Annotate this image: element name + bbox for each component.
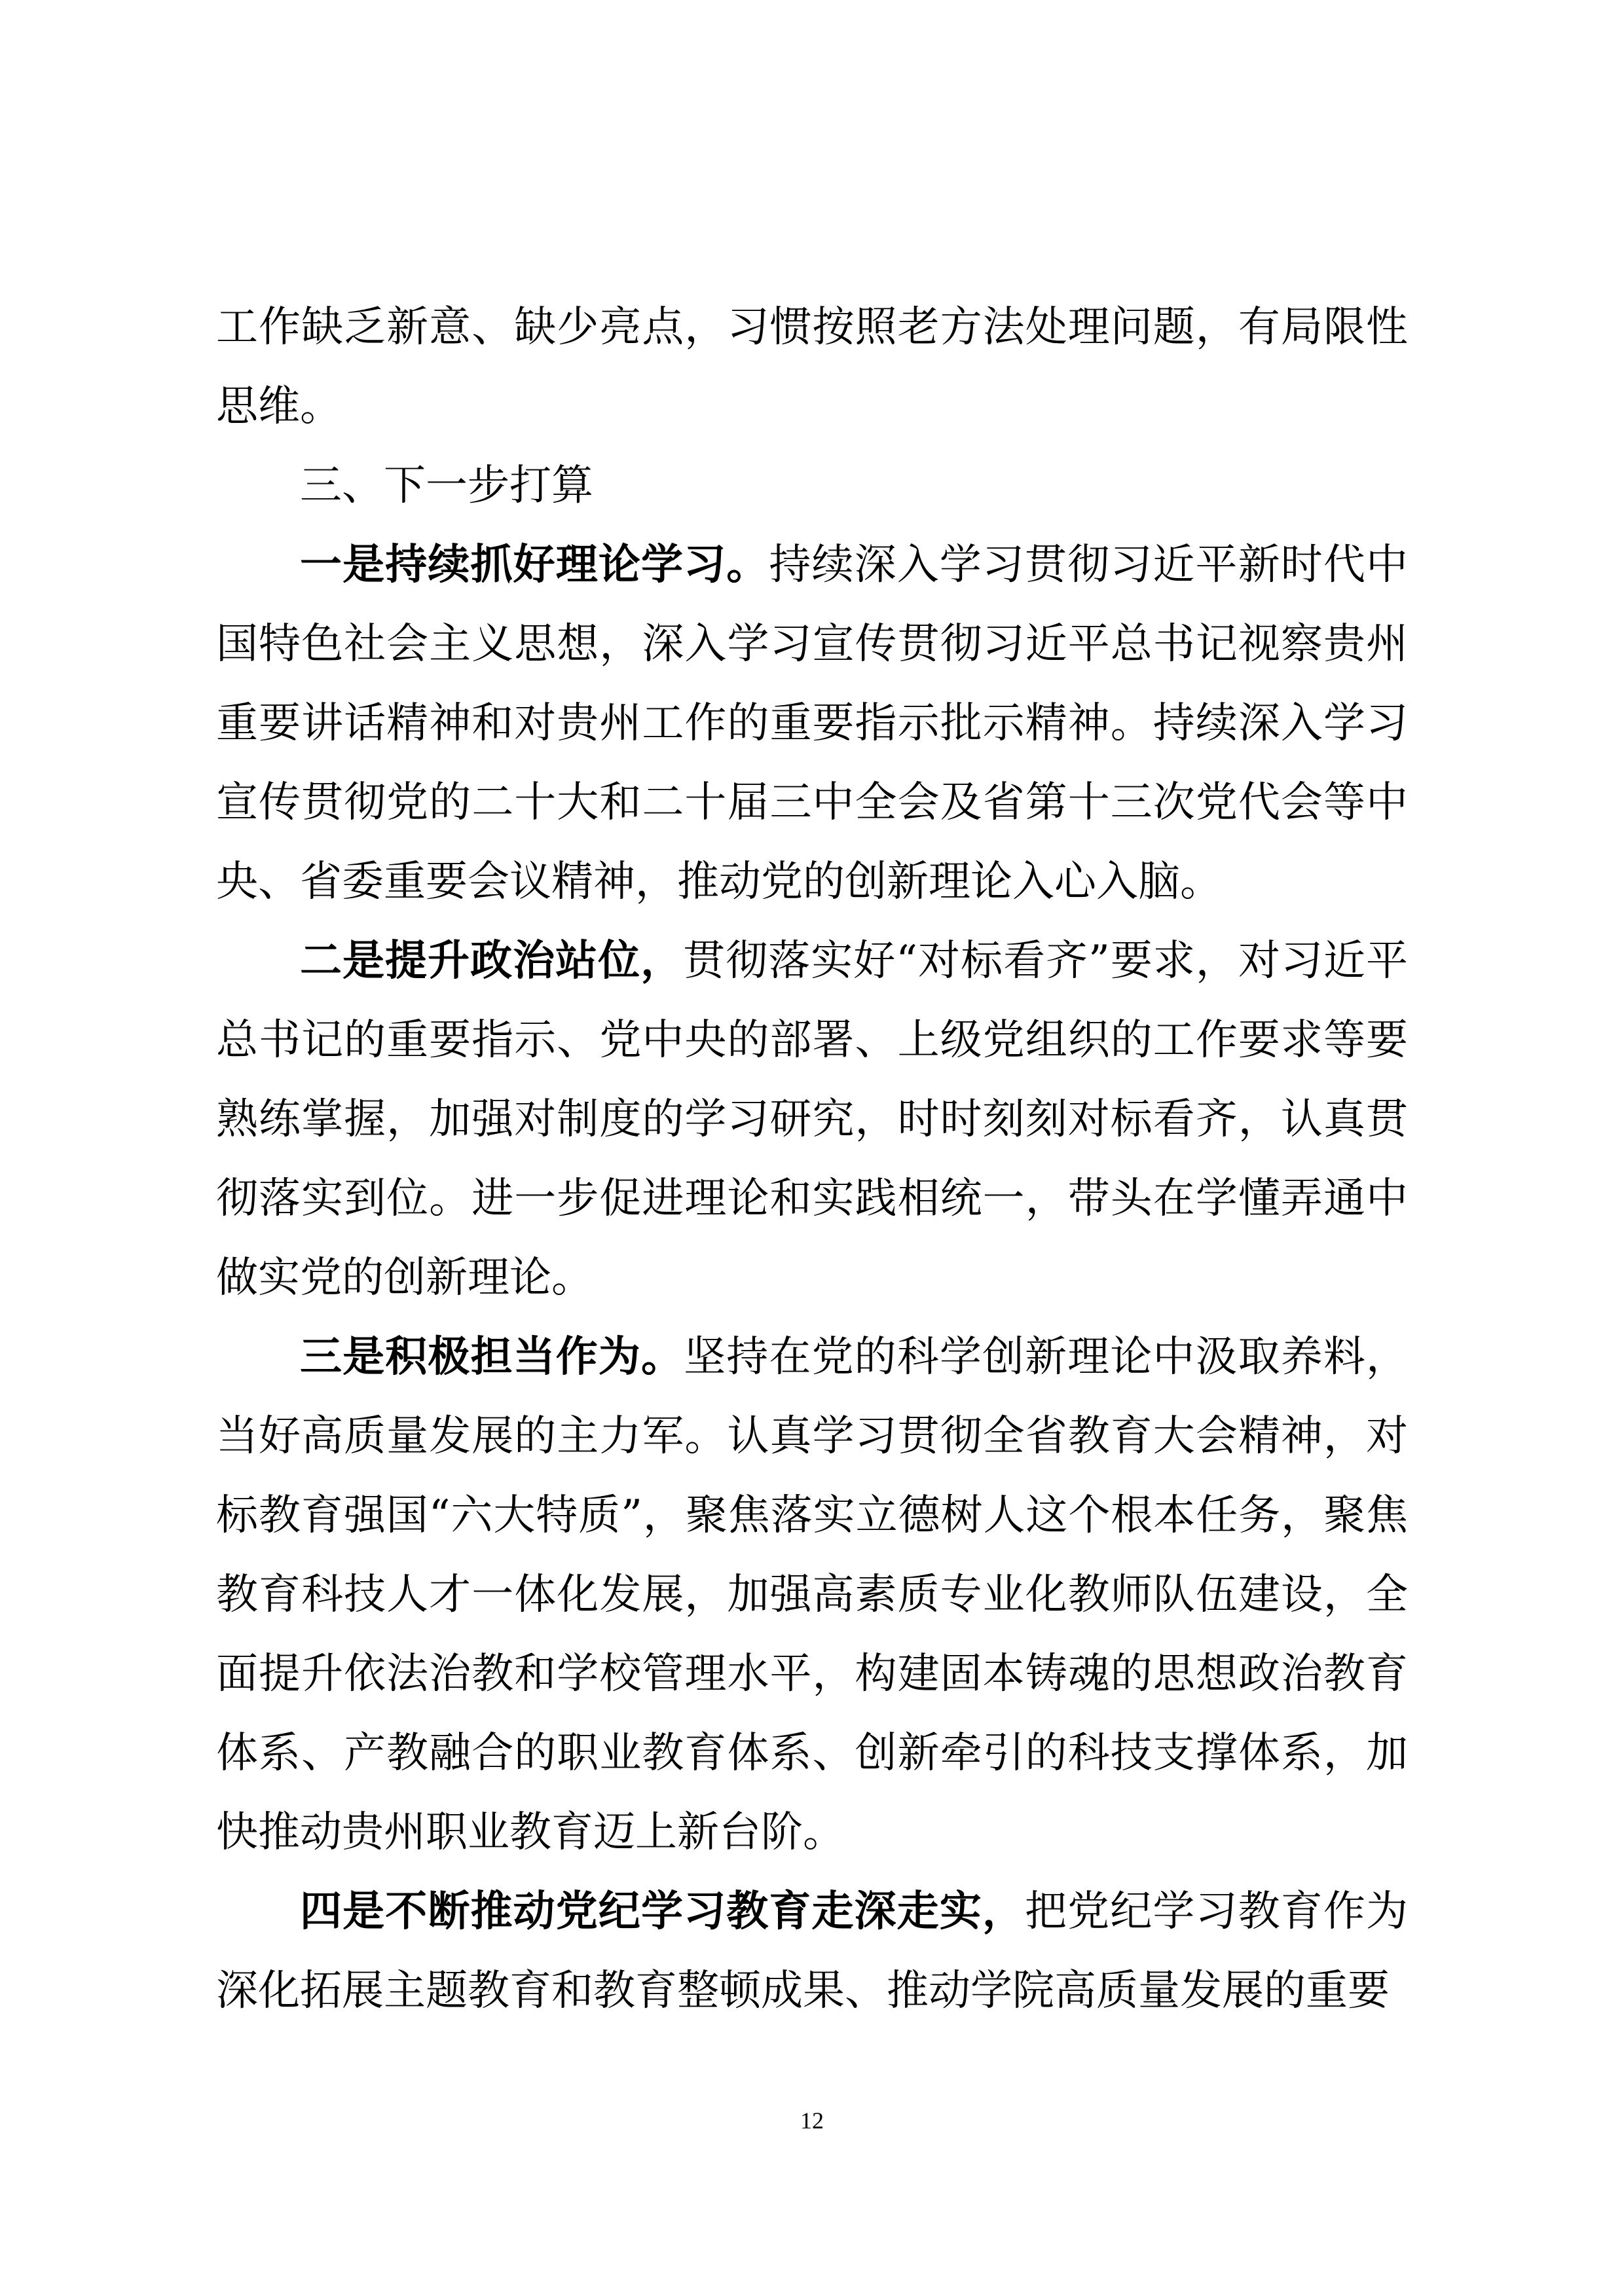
paragraph-2-body: 贯彻落实好“对标看齐”要求，对习近平总书记的重要指示、党中央的部署、上级党组织的工作要求等要熟练掌握，加强对制度的学习研究，时时刻刻对标看齐，认真贯彻落实到位。进一步促进理论和实践相统一，带头在学懂弄通中做实党的创新理论。 — [216, 937, 1409, 1302]
paragraph-1-body: 持续深入学习贯彻习近平新时代中国特色社会主义思想，深入学习宣传贯彻习近平总书记视察贵州重要讲话精神和对贵州工作的重要指示批示精神。持续深入学习宣传贯彻党的二十大和二十届三中全会及省第十三次党代会等中央、省委重要会议精神，推动党的创新理论入心入脑。 — [216, 541, 1409, 906]
paragraph-2-lead: 二是提升政治站位， — [300, 937, 684, 985]
page-number: 12 — [800, 2107, 824, 2134]
document-body — [216, 288, 1408, 2031]
paragraph-3-body: 坚持在党的科学创新理论中汲取养料，当好高质量发展的主力军。认真学习贯彻全省教育大会精神，对标教育强国“六大特质”，聚焦落实立德树人这个根本任务，聚焦教育科技人才一体化发展，加强高素质专业化教师队伍建设，全面提升依法治教和学校管理水平，构建固本铸魂的思想政治教育体系、产教融合的职业教育体系、创新牵引的科技支撑体系，加快推动贵州职业教育迈上新台阶。 — [216, 1333, 1409, 1857]
continuation-paragraph: 工作缺乏新意、缺少亮点，习惯按照老方法处理问题，有局限性思维。 — [216, 303, 1408, 431]
paragraph-4-body: 把党纪学习教育作为深化拓展主题教育和教育整顿成果、推动学院高质量发展的重要 — [216, 1887, 1409, 2015]
paragraph-3 — [216, 1318, 1408, 1872]
paragraph-2 — [216, 922, 1408, 1318]
paragraph-4-lead: 四是不断推动党纪学习教育走深走实， — [300, 1887, 1025, 1936]
paragraph-4 — [216, 1872, 1408, 2031]
section-heading: 三、下一步打算 — [300, 462, 593, 510]
paragraph-1-lead: 一是持续抓好理论学习。 — [300, 541, 769, 589]
paragraph-1 — [216, 526, 1408, 922]
paragraph-3-lead: 三是积极担当作为。 — [300, 1333, 684, 1381]
